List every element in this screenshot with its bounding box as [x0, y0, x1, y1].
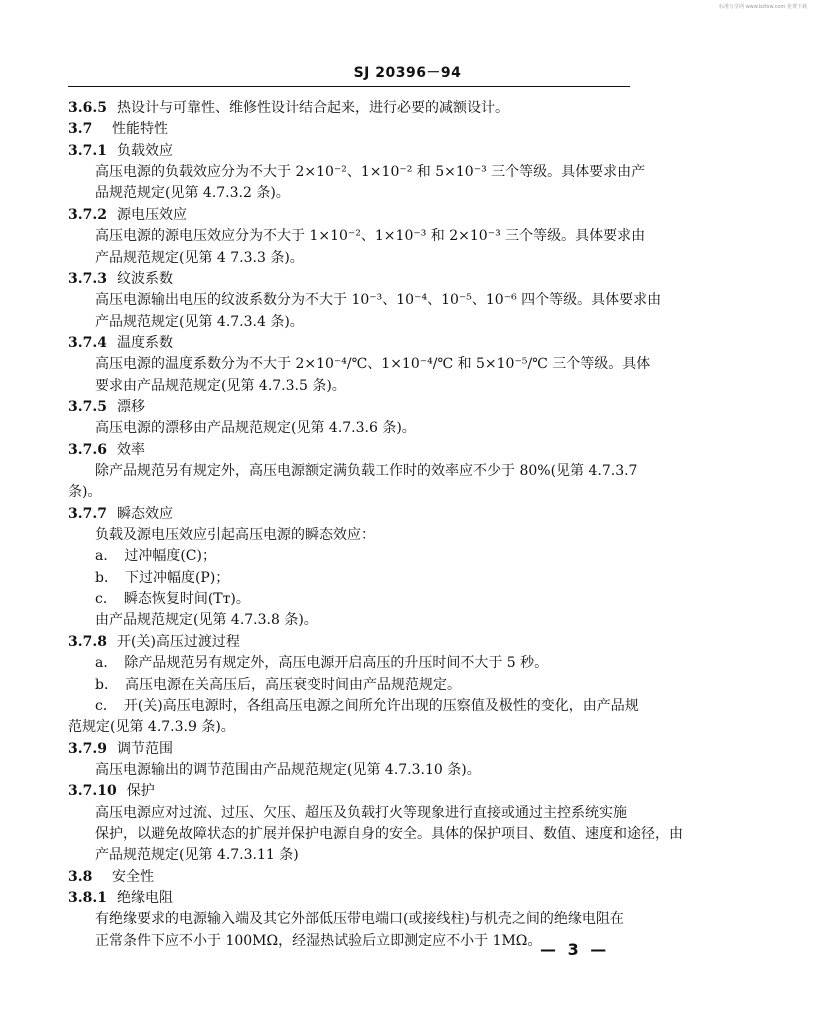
section-heading	[68, 205, 638, 225]
section-number: 3.7.10	[68, 783, 117, 800]
text-line	[95, 183, 665, 203]
section-heading	[68, 867, 638, 887]
section-number: 3.8	[68, 868, 93, 885]
line-text: 高压电源的负载效应分为不大于 2×10⁻²、1×10⁻² 和 5×10⁻³ 三个等级。具体要求由产	[95, 164, 646, 181]
section-number: 3.6.5	[68, 100, 107, 116]
text-line	[95, 845, 665, 865]
section-title: 调节范围	[116, 740, 173, 757]
section-title: 绝缘电阻	[116, 890, 173, 906]
line-text: 品规范规定(见第 4.7.3.2 条)。	[95, 185, 290, 202]
corner-watermark: 标准分享网 www.bzfxw.com 免费下载	[719, 4, 807, 10]
line-text: 要求由产品规范规定(见第 4.7.3.5 条)。	[95, 377, 346, 394]
line-text: 范规定(见第 4.7.3.9 条)。	[68, 719, 235, 736]
section-heading	[68, 781, 638, 801]
section-heading	[68, 98, 638, 118]
line-text: 负载及源电压效应引起高压电源的瞬态效应：	[95, 527, 375, 543]
line-text: 产品规范规定(见第 4 7.3.3 条)。	[95, 249, 304, 266]
line-text: 除产品规范另有规定外，高压电源额定满负载工作时的效率应不少于 80%(见第 4.7.3.7	[95, 463, 638, 479]
text-line	[95, 290, 665, 310]
section-title: 安全性	[112, 868, 154, 885]
line-text: 高压电源的源电压效应分为不大于 1×10⁻²、1×10⁻³ 和 2×10⁻³ 三个等级。具体要求由	[95, 228, 646, 245]
section-heading	[68, 739, 638, 759]
text-line	[95, 653, 665, 673]
line-text: 条)。	[68, 484, 102, 501]
line-text: 有绝缘要求的电源输入端及其它外部低压带电端口(或接线柱)与机壳之间的绝缘电阻在	[95, 911, 624, 928]
line-text: c． 瞬态恢复时间(Tᴛ)。	[95, 591, 250, 607]
text-line	[68, 717, 638, 737]
text-line	[95, 610, 665, 630]
section-title: 性能特性	[112, 121, 168, 138]
line-text: 高压电源输出的调节范围由产品规范规定(见第 4.7.3.10 条)。	[95, 761, 481, 778]
line-text: 产品规范规定(见第 4.7.3.4 条)。	[95, 313, 304, 330]
section-title: 热设计与可靠性、维修性设计结合起来，进行必要的减额设计。	[116, 100, 509, 116]
section-heading	[68, 269, 638, 289]
section-title: 瞬态效应	[116, 505, 173, 522]
page-number: — 3 —	[540, 940, 610, 959]
section-number: 3.7.6	[68, 441, 107, 458]
section-number: 3.7.1	[68, 142, 107, 159]
section-heading	[68, 141, 638, 161]
section-number: 3.7.5	[68, 398, 107, 415]
text-line	[95, 803, 665, 823]
line-text: 正常条件下应不小于 100MΩ，经湿热试验后立即测定应不小于 1MΩ。	[95, 932, 542, 949]
page-header: SJ 20396－94	[353, 65, 462, 81]
text-line	[95, 589, 665, 609]
section-heading	[68, 397, 638, 417]
section-number: 3.7	[68, 121, 93, 138]
section-title: 源电压效应	[116, 206, 187, 223]
line-text: 高压电源输出电压的纹波系数分为不大于 10⁻³、10⁻⁴、10⁻⁵、10⁻⁶ 四个等级。具体要求由	[95, 292, 662, 309]
section-heading	[68, 888, 638, 908]
section-number: 3.7.3	[68, 270, 107, 287]
line-text: b． 高压电源在关高压后，高压衰变时间由产品规范规定。	[95, 676, 461, 693]
section-title: 温度系数	[116, 334, 173, 351]
text-line	[95, 909, 665, 929]
section-title: 保护	[126, 783, 155, 800]
text-line	[95, 824, 683, 844]
section-number: 3.7.4	[68, 334, 107, 351]
section-heading	[68, 632, 638, 652]
line-text: 由产品规范规定(见第 4.7.3.8 条)。	[95, 612, 318, 629]
line-text: a． 过冲幅度(C)；	[95, 548, 216, 565]
section-number: 3.7.7	[68, 505, 107, 522]
text-line	[95, 696, 665, 716]
section-heading	[68, 333, 638, 353]
section-number: 3.7.8	[68, 633, 107, 650]
text-line	[68, 482, 638, 502]
line-text: c． 开(关)高压电源时，各组高压电源之间所允许出现的压察值及极性的变化，由产品规	[95, 697, 639, 714]
text-line	[95, 568, 665, 588]
text-line	[95, 226, 665, 246]
section-heading	[68, 440, 638, 460]
text-line	[95, 525, 665, 545]
text-line	[95, 162, 665, 182]
header-rule	[68, 86, 630, 87]
text-line	[95, 376, 665, 396]
line-text: 高压电源的温度系数分为不大于 2×10⁻⁴/℃、1×10⁻⁴/℃ 和 5×10⁻⁵/℃ 三个等级。具体	[95, 356, 651, 373]
text-line	[95, 675, 665, 695]
text-line	[95, 312, 665, 332]
text-line	[95, 354, 665, 374]
line-text: b． 下过冲幅度(P)；	[95, 569, 230, 586]
section-heading	[68, 119, 638, 139]
section-title: 负载效应	[116, 142, 173, 159]
text-line	[95, 546, 665, 566]
section-number: 3.8.1	[68, 890, 107, 906]
section-title: 漂移	[116, 398, 145, 415]
section-number: 3.7.9	[68, 740, 107, 757]
line-text: 高压电源应对过流、过压、欠压、超压及负载打火等现象进行直接或通过主控系统实施	[95, 804, 627, 821]
text-line	[95, 418, 665, 438]
line-text: a． 除产品规范另有规定外，高压电源开启高压的升压时间不大于 5 秒。	[95, 655, 549, 672]
section-title: 开(关)高压过渡过程	[116, 633, 240, 650]
section-heading	[68, 504, 638, 524]
section-title: 效率	[116, 441, 145, 458]
text-line	[95, 760, 665, 780]
line-text: 高压电源的漂移由产品规范规定(见第 4.7.3.6 条)。	[95, 420, 416, 437]
section-number: 3.7.2	[68, 206, 107, 223]
text-line	[95, 248, 665, 268]
section-title: 纹波系数	[116, 270, 173, 287]
text-line	[95, 461, 665, 481]
line-text: 保护，以避免故障状态的扩展并保护电源自身的安全。具体的保护项目、数值、速度和途径，由	[95, 825, 683, 842]
line-text: 产品规范规定(见第 4.7.3.11 条)	[95, 847, 299, 864]
